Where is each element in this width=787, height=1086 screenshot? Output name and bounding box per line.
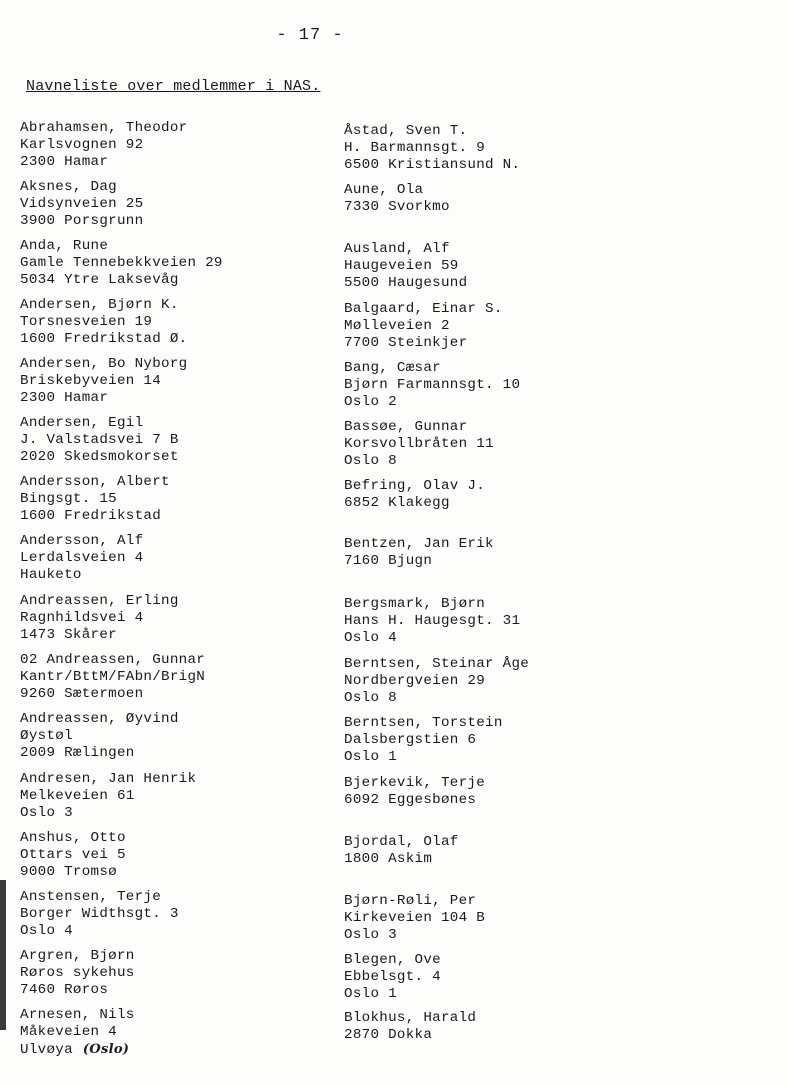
member-city: Oslo 4 [344,630,397,646]
member-city [344,868,664,885]
member-address: Haugeveien 59 [344,258,459,274]
member-address: Måkeveien 4 [20,1024,117,1040]
member-city: 1600 Fredrikstad Ø. [20,331,188,347]
member-address: Vidsynveien 25 [20,196,144,212]
member-name: Andreassen, Øyvind [20,711,179,727]
member-name: Andresen, Jan Henrik [20,771,197,787]
member-city: Ulvøya [20,1042,73,1058]
member-name: Anstensen, Terje [20,889,162,905]
member-name: Balgaard, Einar S. [344,301,503,317]
member-name: Blegen, Ove [344,952,441,968]
member-entry [20,771,340,822]
member-address: Karlsvognen 92 [20,137,144,153]
member-city: 2300 Hamar [20,154,109,170]
member-name: Aune, Ola [344,182,424,198]
member-city: 2020 Skedsmokorset [20,449,179,465]
member-entry [20,415,340,466]
page-number: - 17 - [276,26,344,45]
member-name: Andersen, Egil [20,415,144,431]
member-city: 9260 Sætermoen [20,686,144,702]
member-entry [20,297,340,348]
member-name: Ausland, Alf [344,241,450,257]
member-address: Hans H. Haugesgt. 31 [344,613,521,629]
member-name: Bassøe, Gunnar [344,419,468,435]
member-city: 7460 Røros [20,982,109,998]
member-city [344,1044,664,1061]
member-address: 1800 Askim [344,851,433,867]
member-address: 6092 Eggesbønes [344,792,477,808]
member-address: 7160 Bjugn [344,553,433,569]
member-address: Kantr/BttM/FAbn/BrigN [20,669,206,685]
member-name: Befring, Olav J. [344,478,486,494]
member-name: Bergsmark, Bjørn [344,596,486,612]
member-entry [344,596,664,647]
member-address: Øystøl [20,728,73,744]
member-entry [344,834,664,885]
member-address: Lerdalsveien 4 [20,550,144,566]
member-name: Abrahamsen, Theodor [20,120,188,136]
member-city [344,512,664,529]
member-city: 7700 Steinkjer [344,335,468,351]
member-address: Ragnhildsvei 4 [20,610,144,626]
member-address: J. Valstadsvei 7 B [20,432,179,448]
member-name: Aksnes, Dag [20,179,117,195]
member-name: Andersson, Alf [20,533,144,549]
member-name: Åstad, Sven T. [344,123,468,139]
member-address: Melkeveien 61 [20,788,135,804]
member-entry [344,893,664,944]
member-city: Oslo 4 [20,923,73,939]
member-address: Kirkeveien 104 B [344,910,486,926]
member-city [344,809,664,826]
member-city [344,570,664,587]
member-entry [344,952,664,1003]
member-entry [20,889,340,940]
member-address: 2870 Dokka [344,1027,433,1043]
member-city: 2009 Rælingen [20,745,135,761]
member-name: Blokhus, Harald [344,1010,477,1026]
member-address: Røros sykehus [20,965,135,981]
member-city: Oslo 3 [344,927,397,943]
member-name: Argren, Bjørn [20,948,135,964]
member-city: 9000 Tromsø [20,864,117,880]
member-entry [344,715,664,766]
binding-edge [0,880,6,1030]
member-address: Borger Widthsgt. 3 [20,906,179,922]
member-entry [20,238,340,289]
member-entry [344,182,664,233]
member-entry [20,652,340,703]
member-name: Andersen, Bo Nyborg [20,356,188,372]
member-name: Anshus, Otto [20,830,126,846]
member-address: Bingsgt. 15 [20,491,117,507]
member-city [344,216,664,233]
member-city: 1473 Skårer [20,627,117,643]
member-entry [20,179,340,230]
member-address: Bjørn Farmannsgt. 10 [344,377,521,393]
member-address: Ottars vei 5 [20,847,126,863]
handwritten-note: (Oslo) [82,1042,130,1057]
member-city: 1600 Fredrikstad [20,508,162,524]
member-address: Mølleveien 2 [344,318,450,334]
member-entry [20,830,340,881]
member-entry [344,419,664,470]
member-city: 3900 Porsgrunn [20,213,144,229]
member-name: 02 Andreassen, Gunnar [20,652,206,668]
member-name: Bentzen, Jan Erik [344,536,494,552]
member-name: Arnesen, Nils [20,1007,135,1023]
member-city: Oslo 1 [344,986,397,1002]
member-name: Anda, Rune [20,238,109,254]
member-city: Hauketo [20,567,82,583]
member-entry [20,474,340,525]
member-entry [344,301,664,352]
member-city: 5500 Haugesund [344,275,468,291]
member-address: Nordbergveien 29 [344,673,486,689]
member-name: Andersen, Bjørn K. [20,297,179,313]
member-entry [344,123,664,174]
member-entry [20,120,340,171]
member-name: Bjordal, Olaf [344,834,459,850]
member-name: Bang, Cæsar [344,360,441,376]
member-city: 5034 Ytre Laksevåg [20,272,179,288]
member-address: Korsvollbråten 11 [344,436,494,452]
member-address: Ebbelsgt. 4 [344,969,441,985]
member-entry [20,711,340,762]
member-address: Gamle Tennebekkveien 29 [20,255,223,271]
member-address: 6852 Klakegg [344,495,450,511]
member-entry [20,593,340,644]
member-name: Andersson, Albert [20,474,170,490]
member-entry [20,948,340,999]
member-address: Torsnesveien 19 [20,314,153,330]
member-city: Oslo 1 [344,749,397,765]
member-city: Oslo 8 [344,453,397,469]
member-name: Berntsen, Steinar Åge [344,656,530,672]
member-address: 7330 Svorkmo [344,199,450,215]
member-entry [20,533,340,584]
member-city: 2300 Hamar [20,390,109,406]
member-entry [344,478,664,529]
member-address: Dalsbergstien 6 [344,732,477,748]
member-entry [20,1007,340,1058]
member-city: Oslo 3 [20,805,73,821]
member-entry [344,656,664,707]
member-name: Bjerkevik, Terje [344,775,486,791]
member-entry [20,356,340,407]
member-address: Briskebyveien 14 [20,373,162,389]
member-entry [344,536,664,587]
page-title: Navneliste over medlemmer i NAS. [26,78,321,95]
member-name: Berntsen, Torstein [344,715,503,731]
member-city: 6500 Kristiansund N. [344,157,521,173]
member-entry [344,241,664,292]
member-city: Oslo 2 [344,394,397,410]
member-address: H. Barmannsgt. 9 [344,140,486,156]
member-city: Oslo 8 [344,690,397,706]
member-entry [344,1010,664,1061]
member-name: Andreassen, Erling [20,593,179,609]
member-entry [344,775,664,826]
member-name: Bjørn-Røli, Per [344,893,477,909]
member-entry [344,360,664,411]
